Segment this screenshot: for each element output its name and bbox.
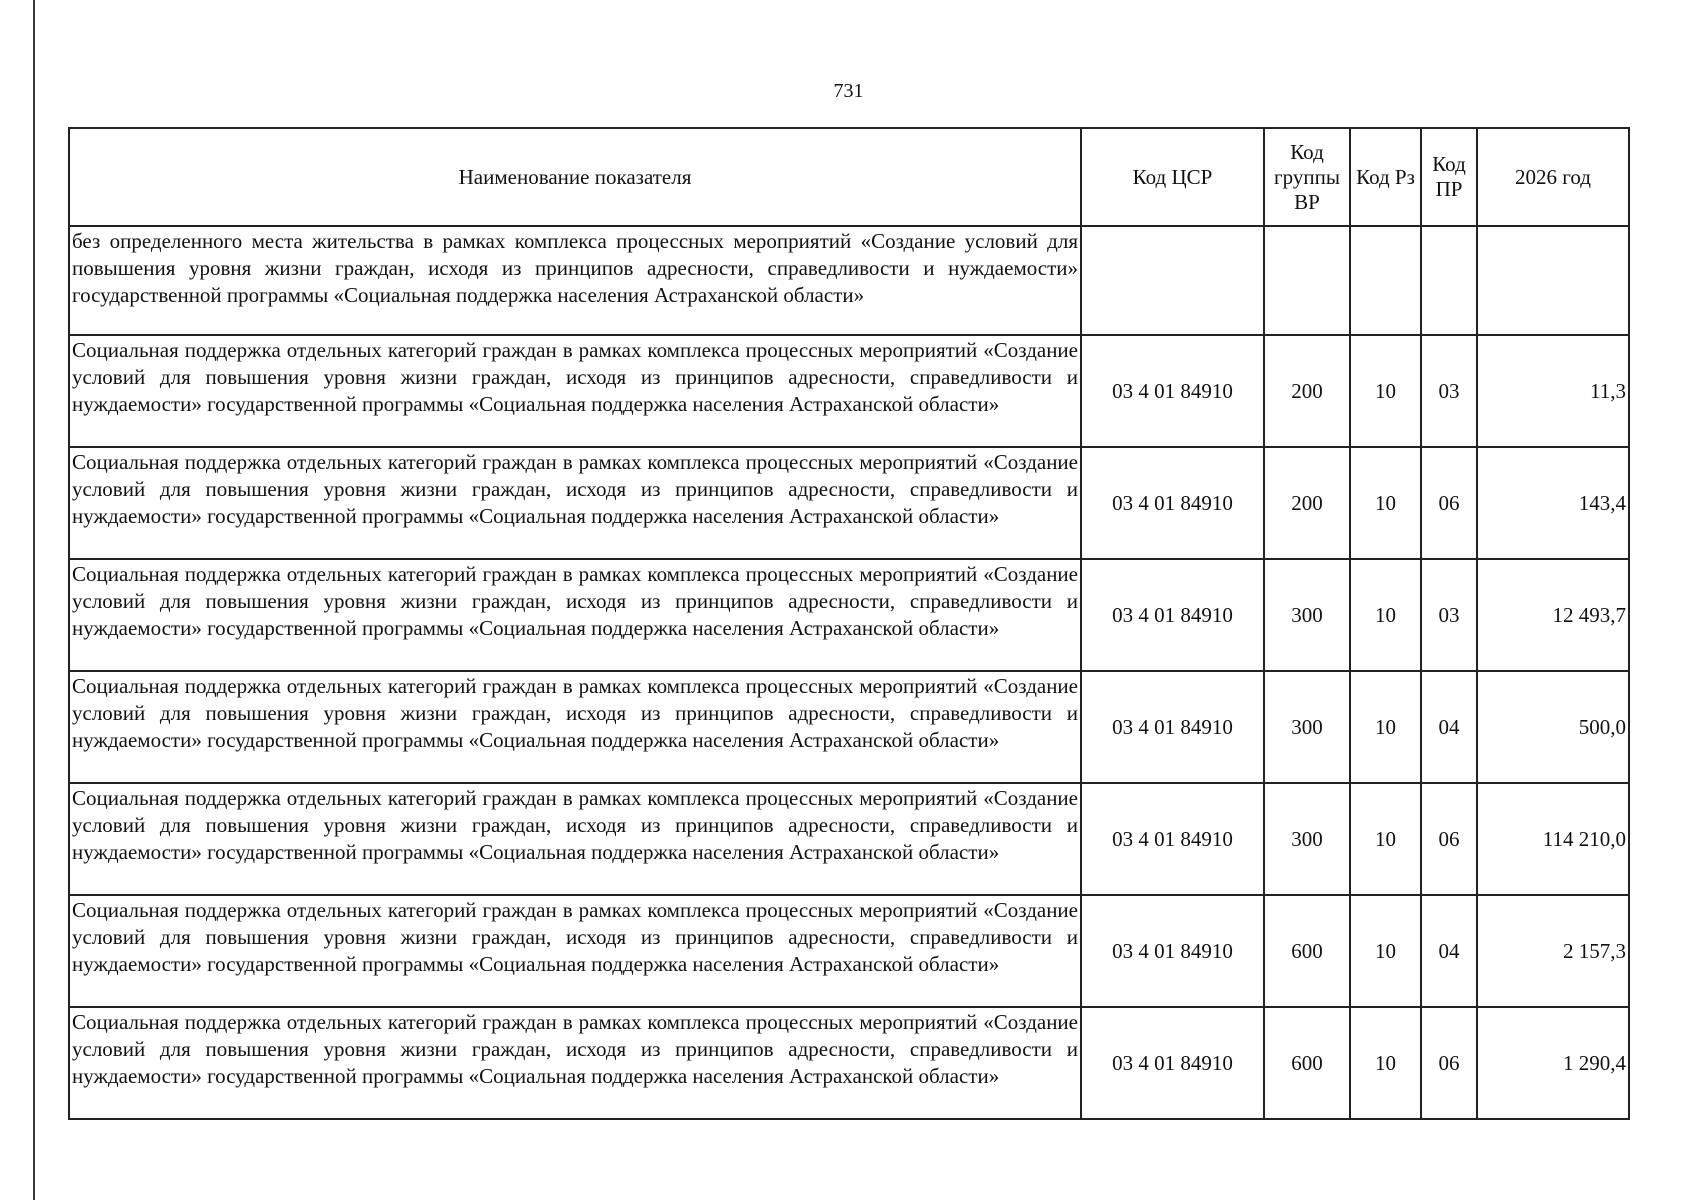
row-csr: 03 4 01 84910 xyxy=(1081,783,1264,895)
row-amount: 143,4 xyxy=(1477,447,1629,559)
row-pr: 06 xyxy=(1421,783,1477,895)
row-name: Социальная поддержка отдельных категорий граждан в рамках комплекса процессных мероприятий «Создание условий для повышения уровня жизни граждан, исходя из принципов адресности, справедливости и нуждаемости» государственной программы «Социальная поддержка населения Астраханской области» xyxy=(69,783,1081,895)
row-rz xyxy=(1350,226,1421,335)
row-csr: 03 4 01 84910 xyxy=(1081,335,1264,447)
row-vr: 200 xyxy=(1264,447,1350,559)
header-pr: Код ПР xyxy=(1421,128,1477,226)
row-vr xyxy=(1264,226,1350,335)
table-row xyxy=(69,559,1629,671)
row-vr: 300 xyxy=(1264,559,1350,671)
page-number: 731 xyxy=(833,80,864,102)
table-row-continuation xyxy=(69,226,1629,335)
row-name: Социальная поддержка отдельных категорий граждан в рамках комплекса процессных мероприятий «Создание условий для повышения уровня жизни граждан, исходя из принципов адресности, справедливости и нуждаемости» государственной программы «Социальная поддержка населения Астраханской области» xyxy=(69,895,1081,1007)
row-csr: 03 4 01 84910 xyxy=(1081,447,1264,559)
table-header-row xyxy=(69,128,1629,226)
row-rz: 10 xyxy=(1350,783,1421,895)
row-name: Социальная поддержка отдельных категорий граждан в рамках комплекса процессных мероприятий «Создание условий для повышения уровня жизни граждан, исходя из принципов адресности, справедливости и нуждаемости» государственной программы «Социальная поддержка населения Астраханской области» xyxy=(69,335,1081,447)
row-amount: 1 290,4 xyxy=(1477,1007,1629,1119)
row-amount: 500,0 xyxy=(1477,671,1629,783)
row-amount: 2 157,3 xyxy=(1477,895,1629,1007)
table-row xyxy=(69,447,1629,559)
row-pr: 03 xyxy=(1421,335,1477,447)
table-row xyxy=(69,783,1629,895)
row-pr: 06 xyxy=(1421,447,1477,559)
row-csr: 03 4 01 84910 xyxy=(1081,895,1264,1007)
row-pr: 03 xyxy=(1421,559,1477,671)
row-pr: 04 xyxy=(1421,895,1477,1007)
header-name: Наименование показателя xyxy=(69,128,1081,226)
row-vr: 600 xyxy=(1264,1007,1350,1119)
row-name: без определенного места жительства в рамках комплекса процессных мероприятий «Создание условий для повышения уровня жизни граждан, исходя из принципов адресности, справедливости и нуждаемости» государственной программы «Социальная поддержка населения Астраханской области» xyxy=(69,226,1081,335)
row-vr: 600 xyxy=(1264,895,1350,1007)
row-csr: 03 4 01 84910 xyxy=(1081,1007,1264,1119)
row-csr: 03 4 01 84910 xyxy=(1081,559,1264,671)
row-vr: 200 xyxy=(1264,335,1350,447)
row-csr: 03 4 01 84910 xyxy=(1081,671,1264,783)
row-name: Социальная поддержка отдельных категорий граждан в рамках комплекса процессных мероприятий «Создание условий для повышения уровня жизни граждан, исходя из принципов адресности, справедливости и нуждаемости» государственной программы «Социальная поддержка населения Астраханской области» xyxy=(69,559,1081,671)
row-name: Социальная поддержка отдельных категорий граждан в рамках комплекса процессных мероприятий «Создание условий для повышения уровня жизни граждан, исходя из принципов адресности, справедливости и нуждаемости» государственной программы «Социальная поддержка населения Астраханской области» xyxy=(69,447,1081,559)
row-rz: 10 xyxy=(1350,671,1421,783)
row-pr xyxy=(1421,226,1477,335)
row-rz: 10 xyxy=(1350,1007,1421,1119)
binding-margin-line xyxy=(33,0,35,1200)
row-rz: 10 xyxy=(1350,447,1421,559)
table-row xyxy=(69,671,1629,783)
row-vr: 300 xyxy=(1264,671,1350,783)
row-rz: 10 xyxy=(1350,559,1421,671)
row-pr: 06 xyxy=(1421,1007,1477,1119)
row-amount: 12 493,7 xyxy=(1477,559,1629,671)
row-pr: 04 xyxy=(1421,671,1477,783)
table-row xyxy=(69,895,1629,1007)
row-rz: 10 xyxy=(1350,895,1421,1007)
table-row xyxy=(69,1007,1629,1119)
header-csr: Код ЦСР xyxy=(1081,128,1264,226)
row-name: Социальная поддержка отдельных категорий граждан в рамках комплекса процессных мероприятий «Создание условий для повышения уровня жизни граждан, исходя из принципов адресности, справедливости и нуждаемости» государственной программы «Социальная поддержка населения Астраханской области» xyxy=(69,1007,1081,1119)
row-amount xyxy=(1477,226,1629,335)
header-vr: Код группы ВР xyxy=(1264,128,1350,226)
row-vr: 300 xyxy=(1264,783,1350,895)
header-year: 2026 год xyxy=(1477,128,1629,226)
header-rz: Код Рз xyxy=(1350,128,1421,226)
row-csr xyxy=(1081,226,1264,335)
row-amount: 114 210,0 xyxy=(1477,783,1629,895)
row-rz: 10 xyxy=(1350,335,1421,447)
row-name: Социальная поддержка отдельных категорий граждан в рамках комплекса процессных мероприятий «Создание условий для повышения уровня жизни граждан, исходя из принципов адресности, справедливости и нуждаемости» государственной программы «Социальная поддержка населения Астраханской области» xyxy=(69,671,1081,783)
row-amount: 11,3 xyxy=(1477,335,1629,447)
table-row xyxy=(69,335,1629,447)
budget-table xyxy=(68,127,1630,1120)
